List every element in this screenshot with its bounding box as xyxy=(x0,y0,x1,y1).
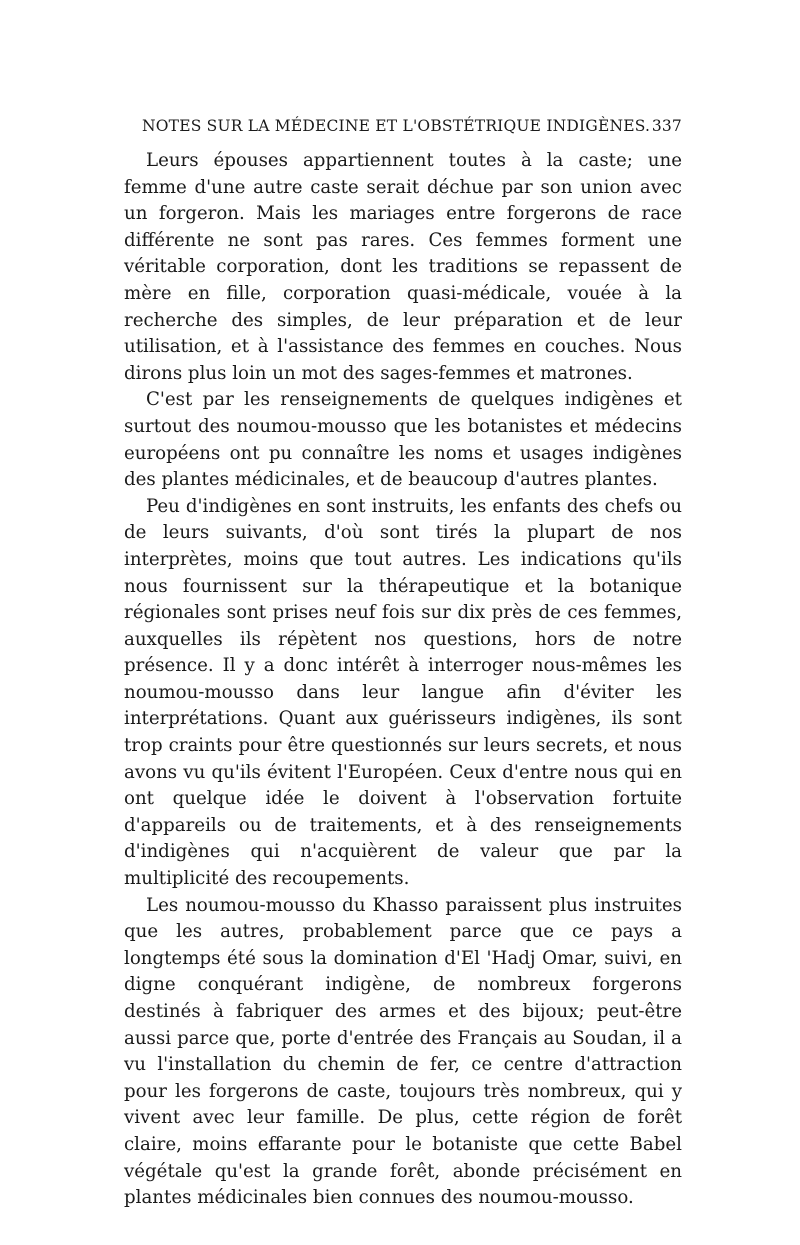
running-header xyxy=(142,117,682,143)
paragraph-3: Peu d'indigènes en sont instruits, les enfants des chefs ou de leurs suivants, d'où sont tirés la plupart de nos interprètes, moins que tout autres. Les indications qu'ils nous fournissent sur la thérapeutique et la botanique régionales sont prises neuf fois sur dix près de ces femmes, auxquelles ils répètent nos questions, hors de notre présence. Il y a donc intérêt à interroger nous-mêmes les noumou-mousso dans leur langue afin d'éviter les interprétations. Quant aux guérisseurs indigènes, ils sont trop craints pour être questionnés sur leurs secrets, et nous avons vu qu'ils évitent l'Européen. Ceux d'entre nous qui en ont quelque idée le doivent à l'observation fortuite d'appareils ou de traitements, et à des renseignements d'indigènes qui n'acquièrent de valeur que par la multiplicité des recoupements. xyxy=(124,495,682,890)
paragraph-2: C'est par les renseignements de quelques indigènes et surtout des noumou-mousso que les botanistes et médecins européens ont pu connaître les noms et usages indigènes des plantes médicinales, et de beaucoup d'autres plantes. xyxy=(124,389,682,491)
paragraph-4: Les noumou-mousso du Khasso paraissent plus instruites que les autres, probablement parce que ce pays a longtemps été sous la domination d'El 'Hadj Omar, suivi, en digne conquérant indigène, de nombreux forgerons destinés à fabriquer des armes et des bijoux; peut-être aussi parce que, porte d'entrée des Français au Soudan, il a vu l'installation du chemin de fer, ce centre d'attraction pour les forgerons de caste, toujours très nombreux, qui y vivent avec leur famille. De plus, cette région de forêt claire, moins effarante pour le botaniste que cette Babel végétale qu'est la grande forêt, abonde précisément en plantes médicinales bien connues des noumou-mousso. xyxy=(124,894,682,1209)
page-number: 337 xyxy=(651,117,682,135)
paragraph-1: Leurs épouses appartiennent toutes à la caste; une femme d'une autre caste serait déchue par son union avec un forgeron. Mais les mariages entre forgerons de race différente ne sont pas rares. Ces femmes forment une véritable corporation, dont les traditions se repassent de mère en fille, corporation quasi-médicale, vouée à la recherche des simples, de leur préparation et de leur utilisation, et à l'assistance des femmes en couches. Nous dirons plus loin un mot des sages-femmes et matrones. xyxy=(124,150,682,384)
running-title: NOTES SUR LA MÉDECINE ET L'OBSTÉTRIQUE INDIGÈNES. xyxy=(142,117,651,135)
body-text xyxy=(124,148,682,1212)
